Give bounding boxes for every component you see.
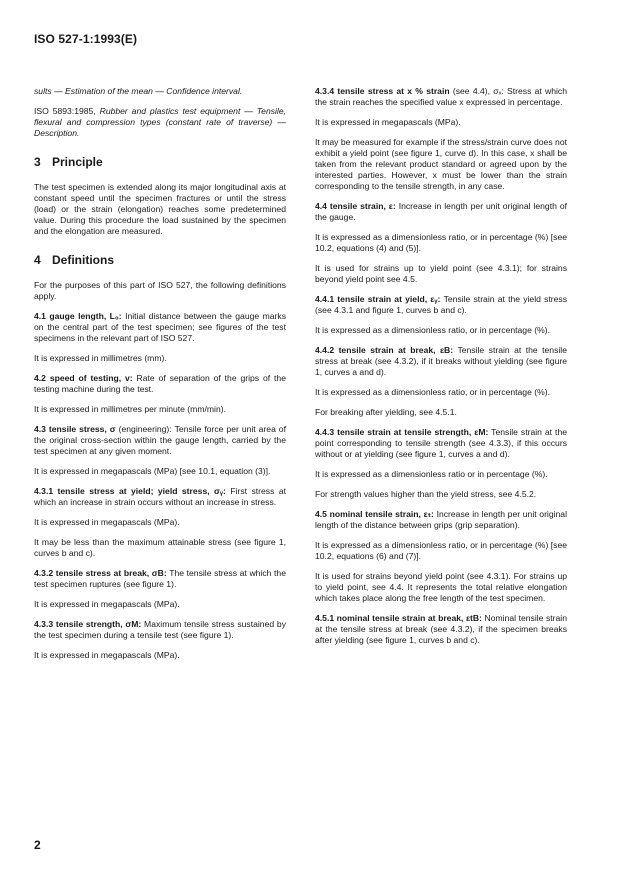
definition-4-4: 4.4 tensile strain, ε: Increase in length per unit original length of the gauge. [315,201,567,222]
definition-4-4-3-unit: It is expressed as a dimensionless ratio or in percentage (%). [315,469,548,479]
definition-4-4-3: 4.4.3 tensile strain at tensile strength, εM: Tensile strain at the point corresponding to tensile strength (see 4.3.3), if this occurs without or at yielding (see figure 1, curves a and d). [315,427,568,459]
right-column [315,86,567,655]
definition-4-5-1: 4.5.1 nominal tensile strain at break, εtB: Nominal tensile strain at the tensile stress at break (see 4.3.2), if the specimen breaks after yielding (see figure 1, curves b and c). [315,613,567,645]
left-column [34,86,286,670]
section-3-heading: 3 Principle [34,155,103,169]
reference-continued: sults — Estimation of the mean — Confidence interval. [34,86,243,96]
definition-4-3-4-note: It may be measured for example if the stress/strain curve does not exhibit a yield point (see figure 1, curve d). In this case, x shall be taken from the relevant product standard or agreed upon by the interested parties. However, x must be lower than the strain corresponding to the tensile strength, in any case. [315,137,567,191]
definition-4-4-2-unit: It is expressed as a dimensionless ratio, or in percentage (%). [315,387,551,397]
definition-4-4-1: 4.4.1 tensile strain at yield, εᵧ: Tensile strain at the yield stress (see 4.3.1 and figure 1, curves b and c). [315,294,567,315]
definition-4-2-unit: It is expressed in millimetres per minute (mm/min). [34,404,226,414]
definition-4-1: 4.1 gauge length, L₀: Initial distance between the gauge marks on the central part of the test specimen; see figures of the test specimens in the relevant part of ISO 527. [34,311,286,343]
definition-4-3-2-unit: It is expressed in megapascals (MPa). [34,599,180,609]
definitions-intro: For the purposes of this part of ISO 527, the following definitions apply. [34,280,286,301]
definition-4-5: 4.5 nominal tensile strain, εₜ: Increase in length per unit original length of the distance between grips (grip separation). [315,509,567,530]
section-4-heading: 4 Definitions [34,253,114,267]
definition-4-3-1-note: It may be less than the maximum attainable stress (see figure 1, curves b and c). [34,537,286,558]
definition-4-3-3: 4.3.3 tensile strength, σM: Maximum tensile stress sustained by the test specimen during a tensile test (see figure 1). [34,619,286,640]
definition-4-5-unit: It is expressed as a dimensionless ratio, or in percentage (%) [see 10.2, equations (6) and (7)]. [315,540,567,561]
definition-4-4-2: 4.4.2 tensile strain at break, εB: Tensile strain at the tensile stress at break (see 4.3.2), if it breaks without yielding (see figure 1, curves a and d). [315,345,567,377]
definition-4-4-2-note: For breaking after yielding, see 4.5.1. [315,407,457,417]
definition-4-1-unit: It is expressed in millimetres (mm). [34,353,167,363]
definition-4-3-3-unit: It is expressed in megapascals (MPa). [34,650,180,660]
definition-4-4-3-note: For strength values higher than the yield stress, see 4.5.2. [315,489,537,499]
definition-4-3: 4.3 tensile stress, σ (engineering): Tensile force per unit area of the original cross-section within the gauge length, carried by the test specimen at any given moment. [34,424,286,456]
principle-text: The test specimen is extended along its major longitudinal axis at constant speed until the specimen fractures or until the stress (load) or the strain (elongation) reaches some predetermined value. During this procedure the load sustained by the specimen and the elongation are measured. [34,182,286,236]
definition-4-3-unit: It is expressed in megapascals (MPa) [see 10.1, equation (3)]. [34,466,271,476]
definition-4-4-unit: It is expressed as a dimensionless ratio, or in percentage (%) [see 10.2, equations (4) and (5)]. [315,232,567,253]
definition-4-4-1-unit: It is expressed as a dimensionless ratio, or in percentage (%). [315,325,551,335]
definition-4-2: 4.2 speed of testing, v: Rate of separation of the grips of the testing machine during the test. [34,373,286,394]
definition-4-3-4: 4.3.4 tensile stress at x % strain (see 4.4), σₓ: Stress at which the strain reaches the specified value x expressed in percentage. [315,86,568,107]
definition-4-3-1: 4.3.1 tensile stress at yield; yield stress, σᵧ: First stress at which an increase in strain occurs without an increase in stress. [34,486,286,507]
definition-4-3-2: 4.3.2 tensile stress at break, σB: The tensile stress at which the test specimen ruptures (see figure 1). [34,568,286,589]
page-number: 2 [34,838,41,852]
reference-iso-5893: ISO 5893:1985, Rubber and plastics test equipment — Tensile, flexural and compression types (constant rate of traverse) — Description. [34,106,287,138]
definition-4-3-1-unit: It is expressed in megapascals (MPa). [34,517,180,527]
definition-4-3-4-unit: It is expressed in megapascals (MPa). [315,117,461,127]
document-header: ISO 527-1:1993(E) [34,32,138,46]
definition-4-5-note: It is used for strains beyond yield point (see 4.3.1). For strains up to yield point, see 4.4. It represents the total relative elongation which takes place along the free length of the test specimen. [315,571,567,603]
definition-4-4-note: It is used for strains up to yield point (see 4.3.1); for strains beyond yield point see 4.5. [315,263,567,284]
